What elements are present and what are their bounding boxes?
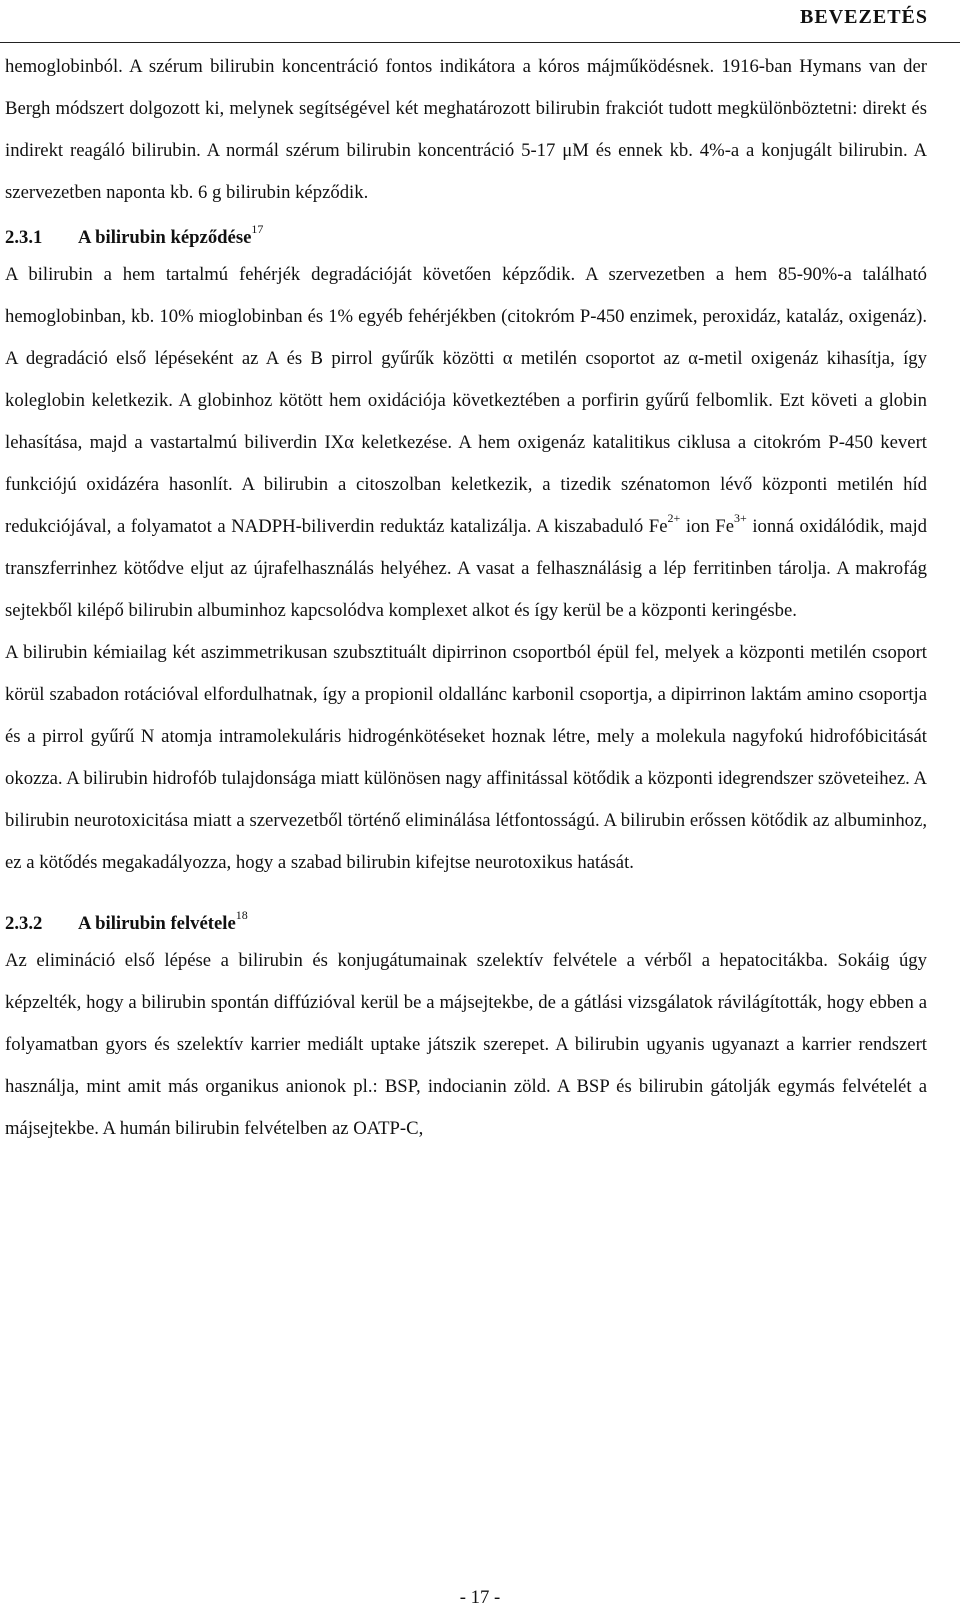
section1-paragraph-1	[5, 254, 927, 632]
section1-paragraph-2: A bilirubin kémiailag két aszimmetrikusan szubsztituált dipirrinon csoportból épül fel, melyek a központi metilén csoport körül szabadon rotációval elfordulhatnak, így a propionil oldallánc karbonil csoportja, a dipirrinon laktám amino csoportja és a pirrol gyűrű N atomja intramolekuláris hidrogénkötéseket hoznak létre, mely a molekula nagyfokú hidrofóbicitását okozza. A bilirubin hidrofób tulajdonsága miatt különösen nagy affinitással kötődik a központi idegrendszer szöveteihez. A bilirubin neurotoxicitása miatt a szervezetből történő eliminálása létfontosságú. A bilirubin erőssen kötődik az albuminhoz, ez a kötődés megakadályozza, hogy a szabad bilirubin kifejtse neurotoxikus hatását.	[5, 642, 927, 873]
text-span: ion Fe	[680, 516, 734, 537]
section-number: 2.3.2	[5, 913, 43, 934]
superscript: 3+	[734, 511, 747, 525]
header-title: BEVEZETÉS	[800, 6, 928, 28]
section2-paragraph-1: Az elimináció első lépése a bilirubin és konjugátumainak szelektív felvétele a vérből a hepatocitákba. Sokáig úgy képzelték, hogy a bilirubin spontán diffúzióval kerül be a májsejtekbe, de a gátlási vizsgálatok rávilágították, hogy ebben a folyamatban gyors és szelektív karrier mediált uptake játszik szerepet. A bilirubin ugyanis ugyanazt a karrier rendszert használja, mint amit más organikus anionok pl.: BSP, indocianin zöld. A BSP és bilirubin gátolják egymás felvételét a májsejtekbe. A humán bilirubin felvételben az OATP-C,	[5, 950, 927, 1139]
text-span: A bilirubin a hem tartalmú fehérjék degradációját követően képződik. A szervezetben a hem 85-90%-a található hemoglobinban, kb. 10% mioglobinban és 1% egyéb fehérjékben (citokróm P-450 enzimek, peroxidáz, kataláz, oxigenáz). A degradáció első lépéseként az A és B pirrol gyűrűk közötti α metilén csoportot az α-metil oxigenáz kihasítja, így koleglobin keletkezik. A globinhoz kötött hem oxidációja következtében a porfirin gyűrű felbomlik. Ezt követi a globin lehasítása, majd a vastartalmú biliverdin IXα keletkezése. A hem oxigenáz katalitikus ciklusa a citokróm P-450 kevert funkciójú oxidázéra hasonlít. A bilirubin a citoszolban keletkezik, a tizedik szénatomon lévő központi metilén híd redukciójával, a folyamatot a NADPH-biliverdin reduktáz katalizálja. A kiszabaduló Fe	[5, 264, 927, 537]
text-span: ionná oxidálódik, majd transzferrinhez kötődve eljut az újrafelhasználás helyéhez. A vasat a felhasználásig a lép ferritinben tárolja. A makrofág sejtekből kilépő bilirubin albuminhoz kapcsolódva komplexet alkot és így kerül be a központi keringésbe.	[5, 516, 927, 621]
page-number: - 17 -	[459, 1587, 501, 1608]
superscript: 2+	[667, 511, 681, 525]
section-title: A bilirubin felvétele	[78, 913, 236, 934]
page-header	[0, 0, 960, 43]
section-heading-2-3-1	[5, 220, 927, 256]
reference-superscript: 17	[251, 222, 264, 236]
intro-paragraph: hemoglobinból. A szérum bilirubin koncentráció fontos indikátora a kóros májműködésnek. 1916-ban Hymans van der Bergh módszert dolgozott ki, melynek segítségével két meghatározott bilirubin frakciót tudott megkülönböztetni: direkt és indirekt reagáló bilirubin. A normál szérum bilirubin koncentráció 5-17 μM és ennek kb. 4%-a a konjugált bilirubin. A szervezetben naponta kb. 6 g bilirubin képződik.	[5, 56, 927, 203]
section-heading-2-3-2	[5, 906, 927, 942]
document-body	[5, 46, 927, 1150]
reference-superscript: 18	[235, 908, 248, 922]
section-title: A bilirubin képződése	[78, 227, 252, 248]
section-number: 2.3.1	[5, 227, 43, 248]
